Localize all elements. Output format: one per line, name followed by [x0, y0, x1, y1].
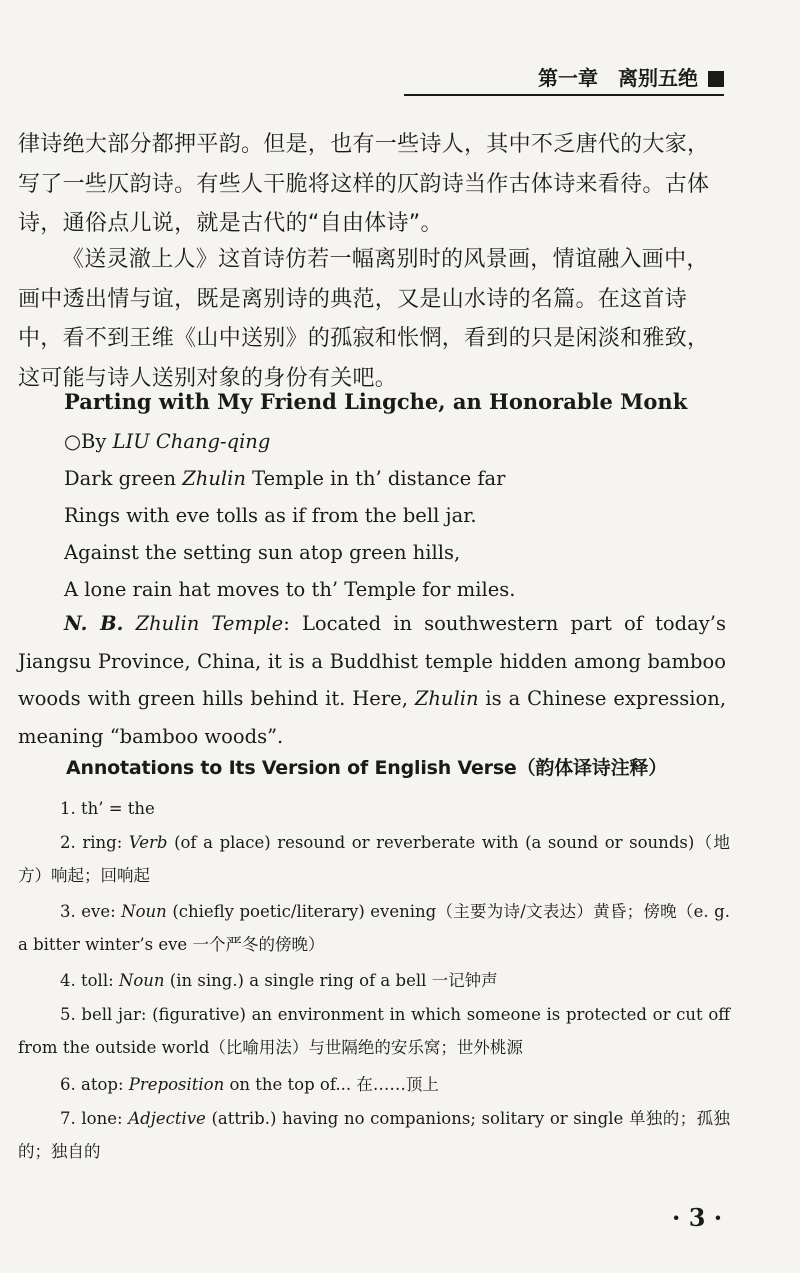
- poem-title: Parting with My Friend Lingche, an Honorable Monk: [64, 389, 688, 414]
- poem-line-2: Rings with eve tolls as if from the bell jar.: [64, 504, 477, 527]
- annotation-7-head: 7. lone:: [60, 1109, 129, 1128]
- annotation-4: [18, 964, 730, 997]
- annotation-6: [18, 1068, 730, 1101]
- annotation-2-body: (of a place) resound or reverberate with (a sound or sounds)（地方）响起；回响起: [18, 833, 730, 885]
- line1-term: Zhulin: [182, 467, 246, 490]
- nb-label: N. B.: [64, 612, 124, 635]
- line1-start: Dark green: [64, 467, 183, 490]
- note-text-b: is a Chinese expression, meaning “bamboo woods”.: [18, 687, 727, 748]
- annotation-7-pos: Adjective: [128, 1109, 206, 1128]
- annotation-2: [18, 826, 730, 892]
- byline-prefix: ○By: [64, 430, 113, 453]
- line1-end: Temple in th’ distance far: [245, 467, 506, 490]
- poem-author: LIU Chang-qing: [112, 430, 271, 453]
- note-text-a: : Located in southwestern part of today’s Jiangsu Province, China, it is a Buddhist temple hidden among bamboo woods with green hills behind it. Here,: [18, 612, 726, 710]
- running-header: [404, 62, 724, 96]
- annotation-1: 1. th’ = the: [60, 799, 155, 818]
- poem-line-1: [64, 460, 734, 497]
- annotation-5: 5. bell jar: (figurative) an environment in which someone is protected or cut off from the outside world（比喻用法）与世隔绝的安乐窝；世外桃源: [18, 1005, 730, 1057]
- page-number: · 3 ·: [672, 1203, 723, 1232]
- paragraph-rhyme: 律诗绝大部分都押平韵。但是，也有一些诗人，其中不乏唐代的大家，写了一些仄韵诗。有些人干脆将这样的仄韵诗当作古体诗来看待。古体诗，通俗点儿说，就是古代的“自由体诗”。: [18, 132, 710, 236]
- paragraph-poem-commentary: 《送灵澈上人》这首诗仿若一幅离别时的风景画，情谊融入画中，画中透出情与谊，既是离别诗的典范，又是山水诗的名篇。在这首诗中，看不到王维《山中送别》的孤寂和怅惘，看到的只是闲淡和雅致，这可能与诗人送别对象的身份有关吧。: [18, 247, 710, 391]
- square-marker-icon: [708, 71, 724, 87]
- note-term-2: Zhulin: [414, 687, 479, 710]
- poem-byline: [64, 423, 734, 460]
- note-term: Zhulin Temple: [135, 612, 284, 635]
- annotation-3-head: 3. eve:: [60, 902, 122, 921]
- annotation-2-head: 2. ring:: [60, 833, 129, 852]
- annotation-6-pos: Preposition: [128, 1075, 225, 1094]
- annotations-heading: Annotations to Its Version of English Verse（韵体译诗注释）: [66, 757, 668, 779]
- annotation-4-pos: Noun: [118, 971, 165, 990]
- poem-line-4: A lone rain hat moves to th’ Temple for miles.: [64, 578, 516, 601]
- annotation-2-pos: Verb: [128, 833, 168, 852]
- annotation-6-body: on the top of... 在……顶上: [224, 1075, 439, 1094]
- annotation-3-body: (chiefly poetic/literary) evening（主要为诗/文表达）黄昏；傍晚（e. g. a bitter winter’s eve 一个严冬的傍晚）: [18, 902, 730, 954]
- poem-line-3: Against the setting sun atop green hills,: [64, 541, 461, 564]
- annotation-7-body: (attrib.) having no companions; solitary or single 单独的；孤独的；独自的: [18, 1109, 730, 1161]
- annotation-4-head: 4. toll:: [60, 971, 119, 990]
- annotation-6-head: 6. atop:: [60, 1075, 129, 1094]
- chapter-title: 第一章 离别五绝: [538, 66, 698, 90]
- note-paragraph: [18, 605, 726, 755]
- annotation-3-pos: Noun: [121, 902, 167, 921]
- annotation-3: [18, 895, 730, 961]
- annotation-4-body: (in sing.) a single ring of a bell 一记钟声: [169, 971, 498, 990]
- annotation-7: [18, 1102, 730, 1168]
